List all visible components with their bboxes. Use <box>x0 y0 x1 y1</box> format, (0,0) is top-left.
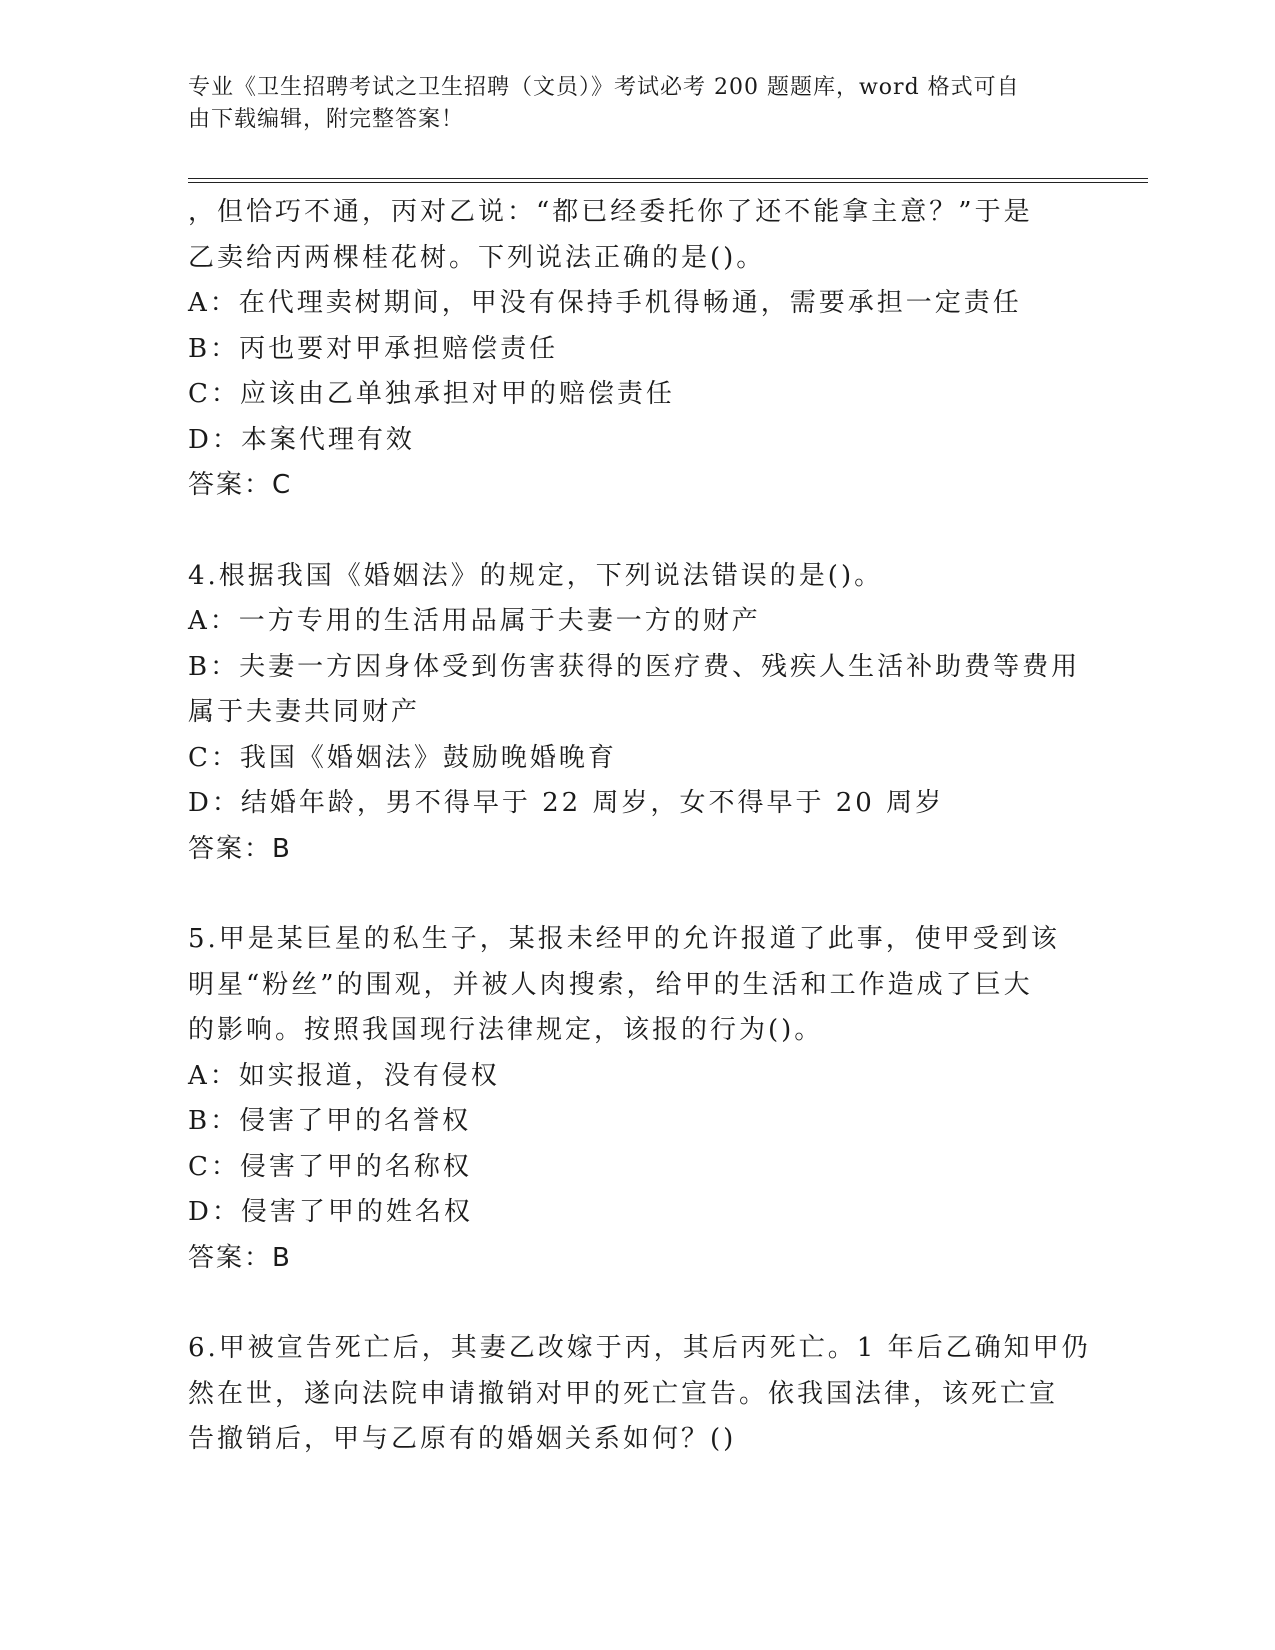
header-divider <box>188 178 1148 183</box>
option-d: D：本案代理有效 <box>188 424 415 455</box>
option-a: A：在代理卖树期间，甲没有保持手机得畅通，需要承担一定责任 <box>188 288 1022 318</box>
spacer <box>188 509 1088 554</box>
option-d: D：侵害了甲的姓名权 <box>188 1197 473 1227</box>
option-c: C：应该由乙单独承担对甲的赔偿责任 <box>188 379 675 409</box>
option-b: B：丙也要对甲承担赔偿责任 <box>188 333 559 364</box>
option-c: C：我国《婚姻法》鼓励晚婚晚育 <box>188 742 617 773</box>
option-d: D：结婚年龄，男不得早于 22 周岁，女不得早于 20 周岁 <box>188 788 945 818</box>
option-b-continued: 属于夫妻共同财产 <box>188 697 421 727</box>
question-block <box>188 917 1088 1281</box>
spacer <box>188 1281 1088 1326</box>
option-a: A：如实报道，没有侵权 <box>188 1060 500 1091</box>
answer-line: 答案：C <box>188 470 293 500</box>
spacer <box>188 872 1088 917</box>
option-a: A：一方专用的生活用品属于夫妻一方的财产 <box>188 606 761 636</box>
question-stem: ，但恰巧不通，丙对乙说：“都已经委托你了还不能拿主意？”于是 <box>188 197 1033 227</box>
question-block <box>188 554 1088 873</box>
answer-line: 答案：B <box>188 1242 292 1273</box>
question-stem: 4.根据我国《婚姻法》的规定，下列说法错误的是()。 <box>188 560 884 591</box>
question-stem: 告撤销后，甲与乙原有的婚姻关系如何？() <box>188 1424 737 1454</box>
header-line: 由下载编辑，附完整答案！ <box>188 107 465 132</box>
question-stem: 5.甲是某巨星的私生子，某报未经甲的允许报道了此事，使甲受到该 <box>188 924 1060 954</box>
question-stem: 然在世，遂向法院申请撤销对甲的死亡宣告。依我国法律，该死亡宣 <box>188 1378 1059 1409</box>
answer-line: 答案：B <box>188 833 292 864</box>
question-block <box>188 190 1088 509</box>
question-list <box>188 190 1091 1463</box>
question-stem: 6.甲被宣告死亡后，其妻乙改嫁于丙，其后丙死亡。1 年后乙确知甲仍 <box>188 1333 1091 1363</box>
option-b: B：侵害了甲的名誉权 <box>188 1106 472 1136</box>
question-stem: 的影响。按照我国现行法律规定，该报的行为()。 <box>188 1015 824 1045</box>
option-c: C：侵害了甲的名称权 <box>188 1151 472 1182</box>
question-stem: 明星“粉丝”的围观，并被人肉搜索，给甲的生活和工作造成了巨大 <box>188 969 1033 1000</box>
header-line: 专业《卫生招聘考试之卫生招聘（文员）》考试必考 200 题题库，word 格式可自 <box>188 75 1020 100</box>
option-b: B：夫妻一方因身体受到伤害获得的医疗费、残疾人生活补助费等费用 <box>188 651 1081 682</box>
question-block <box>188 1326 1091 1463</box>
question-stem: 乙卖给丙两棵桂花树。下列说法正确的是()。 <box>188 242 766 273</box>
page-header <box>188 72 1088 136</box>
